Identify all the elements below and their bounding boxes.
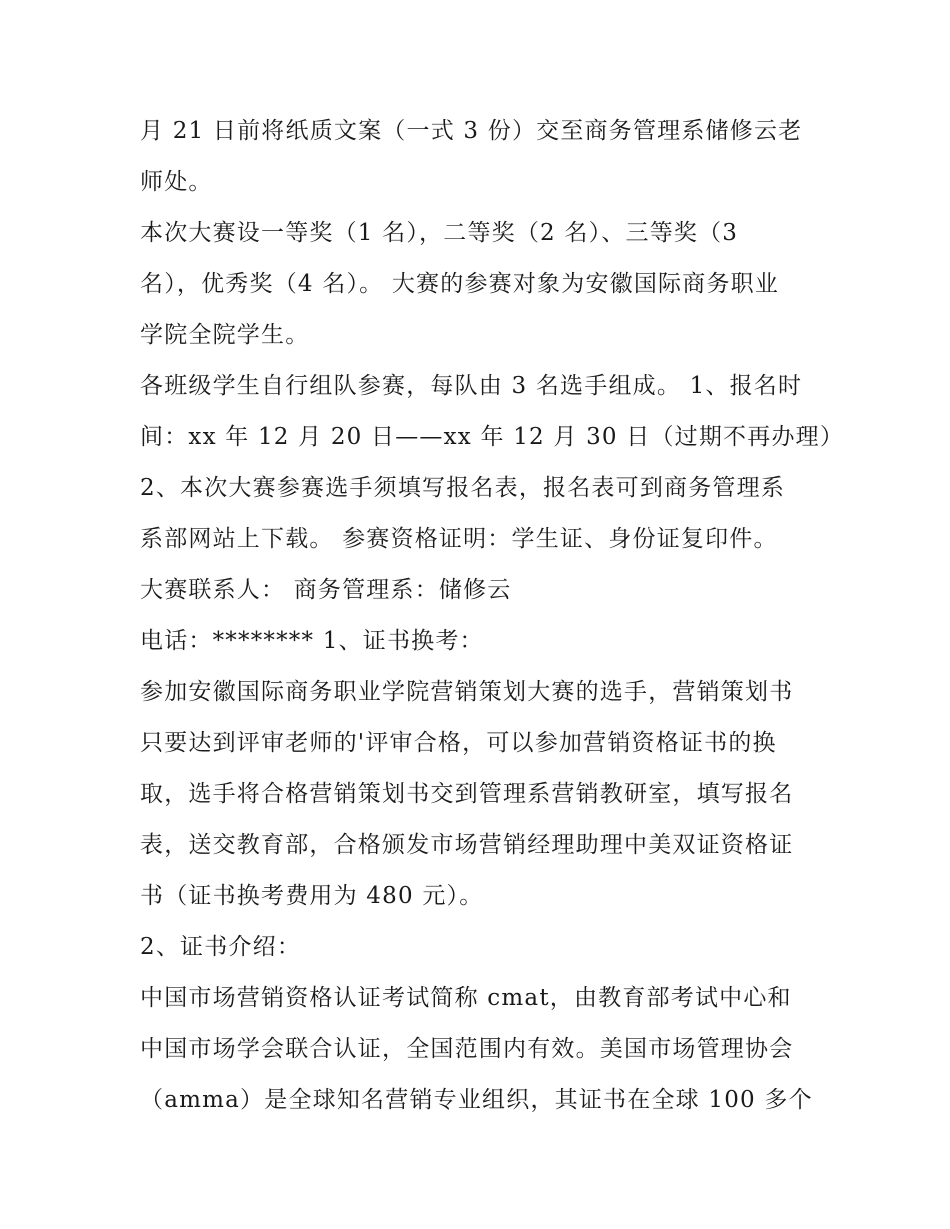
text-line: 电话：******** 1、证书换考： <box>140 628 484 654</box>
text-line: 间：xx 年 12 月 20 日——xx 年 12 月 30 日（过期不再办理） <box>140 424 845 450</box>
text-line: 本次大赛设一等奖（1 名），二等奖（2 名）、三等奖（3 <box>140 220 739 246</box>
text-line: 月 21 日前将纸质文案（一式 3 份）交至商务管理系储修云老 <box>140 118 803 144</box>
text-line: 学院全院学生。 <box>140 322 310 348</box>
text-line: 表，送交教育部，合格颁发市场营销经理助理中美双证资格证 <box>140 832 794 858</box>
text-line: 系部网站上下载。 参赛资格证明：学生证、身份证复印件。 <box>140 526 778 552</box>
text-line: 参加安徽国际商务职业学院营销策划大赛的选手，营销策划书 <box>140 679 794 705</box>
text-line: 中国市场学会联合认证，全国范围内有效。美国市场管理协会 <box>140 1036 794 1062</box>
text-line: 2、证书介绍： <box>140 934 302 960</box>
text-line: 取，选手将合格营销策划书交到管理系营销教研室，填写报名 <box>140 781 794 807</box>
text-line: 2、本次大赛参赛选手须填写报名表，报名表可到商务管理系 <box>140 475 786 501</box>
text-line: 中国市场营销资格认证考试简称 cmat，由教育部考试中心和 <box>140 985 792 1011</box>
text-line: 师处。 <box>140 169 213 195</box>
text-line: 大赛联系人： 商务管理系：储修云 <box>140 577 512 603</box>
text-line: 名），优秀奖（4 名）。 大赛的参赛对象为安徽国际商务职业 <box>140 271 780 297</box>
text-line: （amma）是全球知名营销专业组织，其证书在全球 100 多个 <box>140 1087 813 1113</box>
text-line: 书（证书换考费用为 480 元）。 <box>140 883 484 909</box>
text-line: 各班级学生自行组队参赛，每队由 3 名选手组成。 1、报名时 <box>140 373 803 399</box>
text-line: 只要达到评审老师的'评审合格，可以参加营销资格证书的换 <box>140 730 777 756</box>
document-body <box>140 106 845 1126</box>
